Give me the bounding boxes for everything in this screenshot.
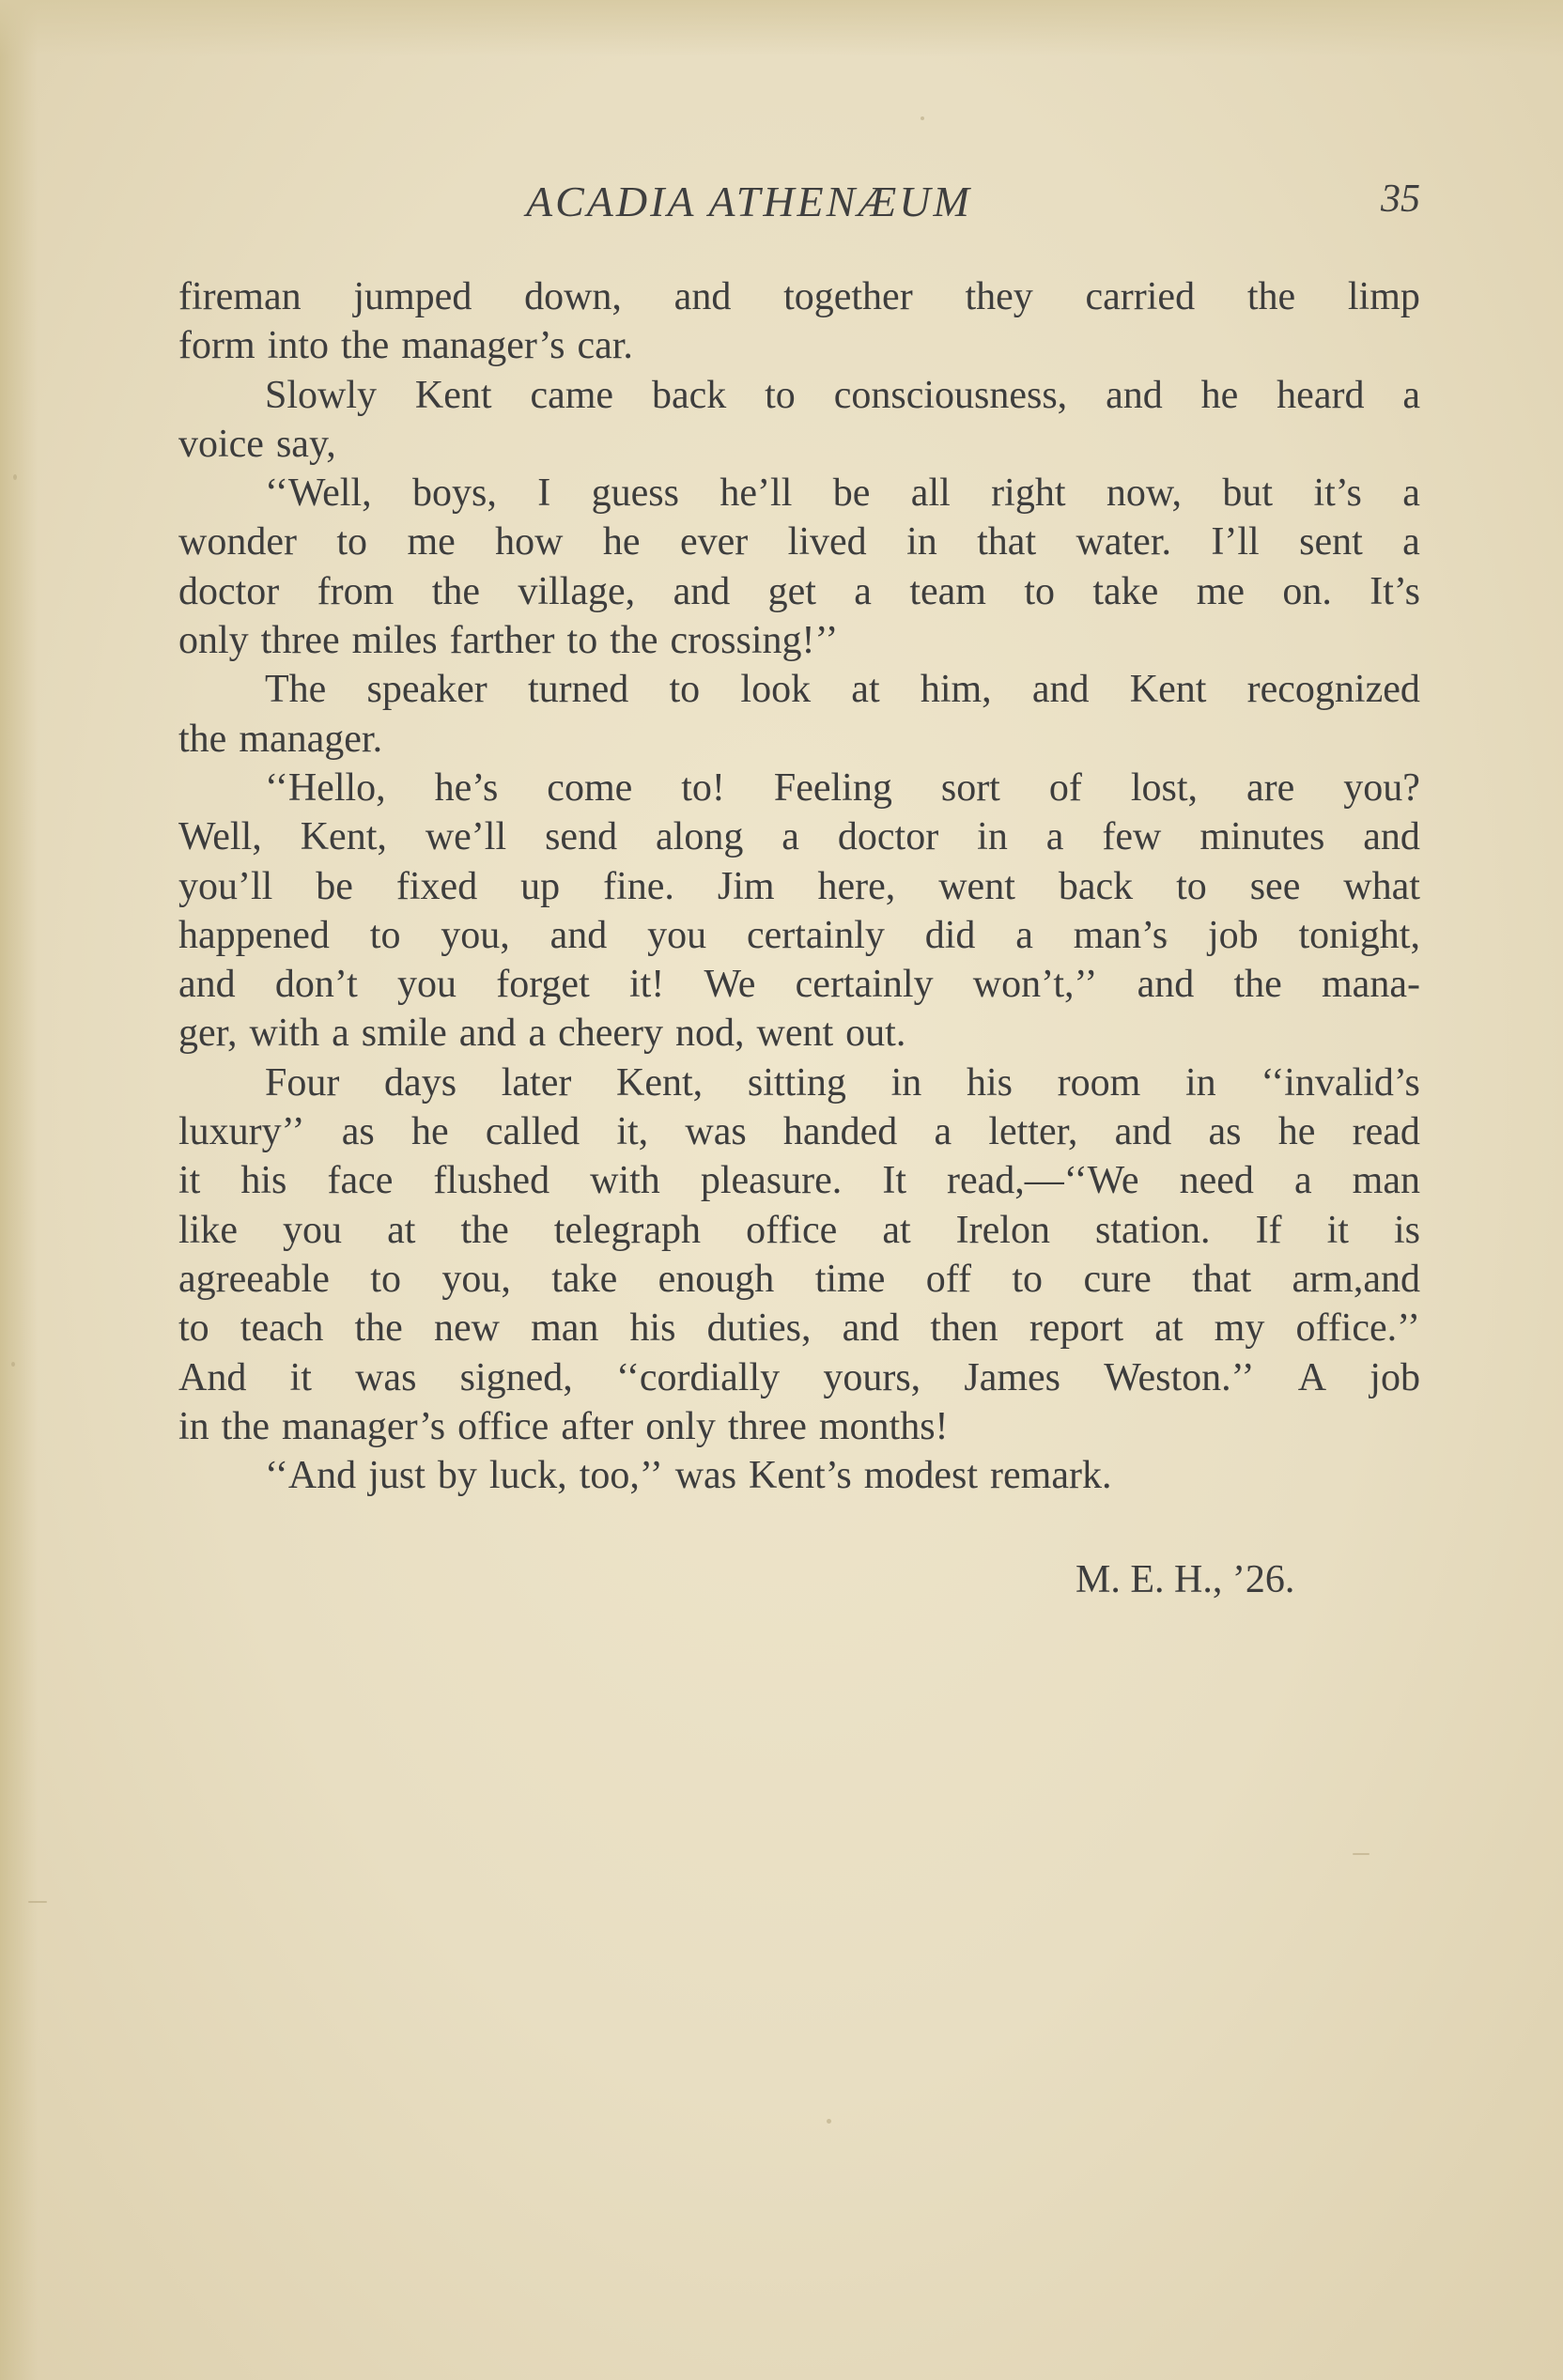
text-line: only three miles farther to the crossing!’’ <box>178 619 839 663</box>
text-line: voice say, <box>178 422 336 466</box>
running-head <box>178 177 1420 233</box>
story-text <box>178 272 1420 1500</box>
text-line: Four days later Kent, sitting in his room in ‘‘invalid’s <box>265 1060 1420 1105</box>
text-line: like you at the telegraph office at Irelon station. If it is <box>178 1208 1420 1252</box>
text-line: it his face flushed with pleasure. It read,—‘‘We need a man <box>178 1159 1420 1203</box>
journal-title: ACADIA ATHENÆUM <box>526 178 972 225</box>
text-line: And it was signed, ‘‘cordially yours, James Weston.’’ A job <box>178 1355 1420 1399</box>
text-line: you’ll be fixed up fine. Jim here, went back to see what <box>178 864 1420 908</box>
text-line: and don’t you forget it! We certainly won’t,’’ and the mana- <box>178 963 1420 1007</box>
text-line: doctor from the village, and get a team to take me on. It’s <box>178 569 1420 613</box>
text-line: Well, Kent, we’ll send along a doctor in a few minutes and <box>178 815 1420 859</box>
text-line: The speaker turned to look at him, and Kent recognized <box>265 668 1420 712</box>
page-number: 35 <box>1381 178 1420 221</box>
text-line: fireman jumped down, and together they carried the limp <box>178 275 1420 318</box>
text-line: in the manager’s office after only three months! <box>178 1404 949 1448</box>
text-line: Slowly Kent came back to consciousness, and he heard a <box>265 373 1420 417</box>
text-line: ger, with a smile and a cheery nod, went out. <box>178 1012 906 1056</box>
text-line: the manager. <box>178 717 383 761</box>
author-signature: M. E. H., ’26. <box>1076 1558 1295 1601</box>
text-line: ‘‘Well, boys, I guess he’ll be all right now, but it’s a <box>265 471 1420 516</box>
text-line: wonder to me how he ever lived in that water. I’ll sent a <box>178 520 1420 564</box>
text-line: form into the manager’s car. <box>178 324 633 368</box>
text-line: to teach the new man his duties, and then report at my office.’’ <box>178 1306 1420 1351</box>
text-line: ‘‘Hello, he’s come to! Feeling sort of lost, are you? <box>265 765 1420 810</box>
text-line: ‘‘And just by luck, too,’’ was Kent’s modest remark. <box>265 1454 1112 1498</box>
text-line: agreeable to you, take enough time off to cure that arm,and <box>178 1257 1420 1301</box>
text-line: luxury’’ as he called it, was handed a letter, and as he read <box>178 1110 1420 1154</box>
text-line: happened to you, and you certainly did a man’s job tonight, <box>178 913 1420 957</box>
